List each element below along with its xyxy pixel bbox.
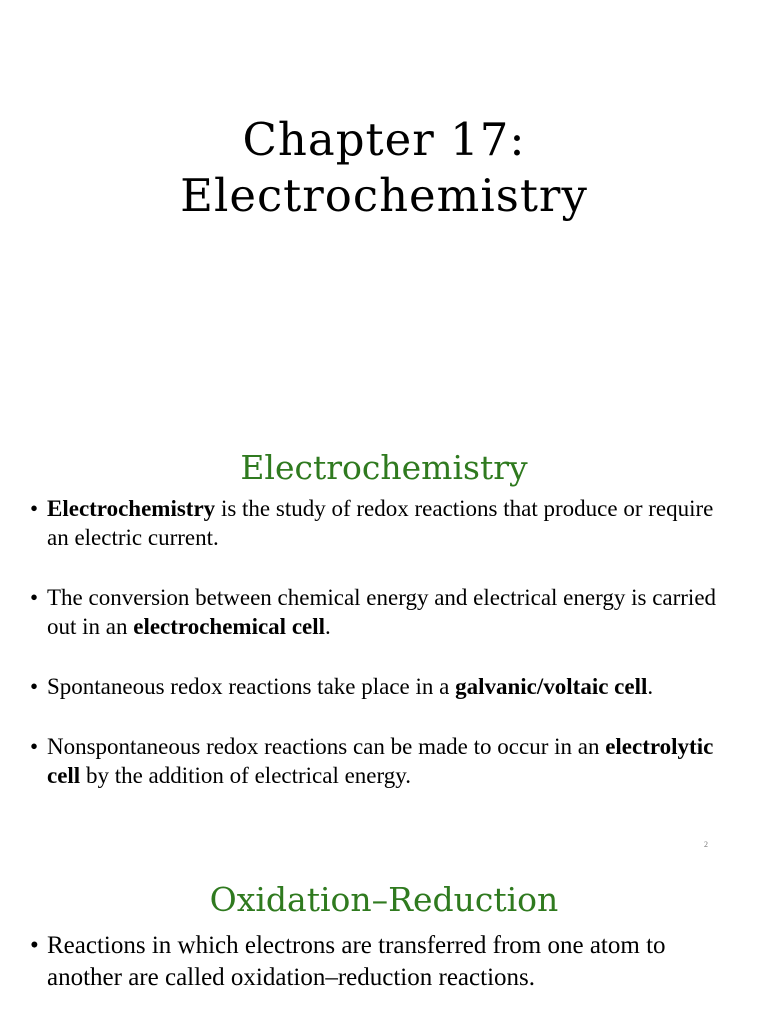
slide-heading: Electrochemistry — [240, 448, 528, 487]
bold-term: Electrochemistry — [47, 496, 216, 521]
page-number: 2 — [704, 840, 708, 849]
chapter-title-line2: Electrochemistry — [180, 169, 588, 222]
bullet-item — [30, 930, 730, 994]
bullet-text: is the study of redox reactions that produce or require an electric current. — [47, 496, 714, 550]
bullet-text: Reactions in which electrons are transferred from one atom to another are called oxidation–reduction reactions. — [47, 932, 666, 991]
bullet-item — [30, 672, 730, 701]
bullet-tail: . — [647, 674, 654, 699]
electrochemistry-slide — [0, 420, 768, 860]
bullet-item — [30, 732, 730, 790]
bullet-dot: • — [30, 932, 39, 959]
title-slide — [0, 0, 768, 420]
bullet-item — [30, 583, 730, 641]
slide-heading: Oxidation–Reduction — [209, 880, 559, 919]
bullet-dot: • — [30, 734, 39, 759]
chapter-title — [0, 112, 768, 224]
bullet-list — [30, 930, 730, 994]
bullet-text: The conversion between chemical energy and electrical energy is carried out in an — [47, 585, 717, 639]
bullet-tail: . — [325, 614, 331, 639]
bullet-list — [30, 494, 730, 821]
bold-term: electrolytic cell — [47, 734, 714, 788]
bold-term: electrochemical cell — [133, 614, 326, 639]
bullet-tail: by the addition of electrical energy. — [80, 763, 412, 788]
bullet-text: Spontaneous redox reactions take place in a — [47, 674, 456, 699]
bold-term: galvanic/voltaic cell — [455, 674, 648, 699]
oxidation-reduction-slide — [0, 860, 768, 1024]
chapter-title-line1: Chapter 17: — [242, 113, 526, 166]
bullet-item — [30, 494, 730, 552]
bullet-text: Nonspontaneous redox reactions can be made to occur in an — [47, 734, 606, 759]
bullet-dot: • — [30, 585, 39, 610]
bullet-dot: • — [30, 496, 39, 521]
bullet-dot: • — [30, 674, 39, 699]
